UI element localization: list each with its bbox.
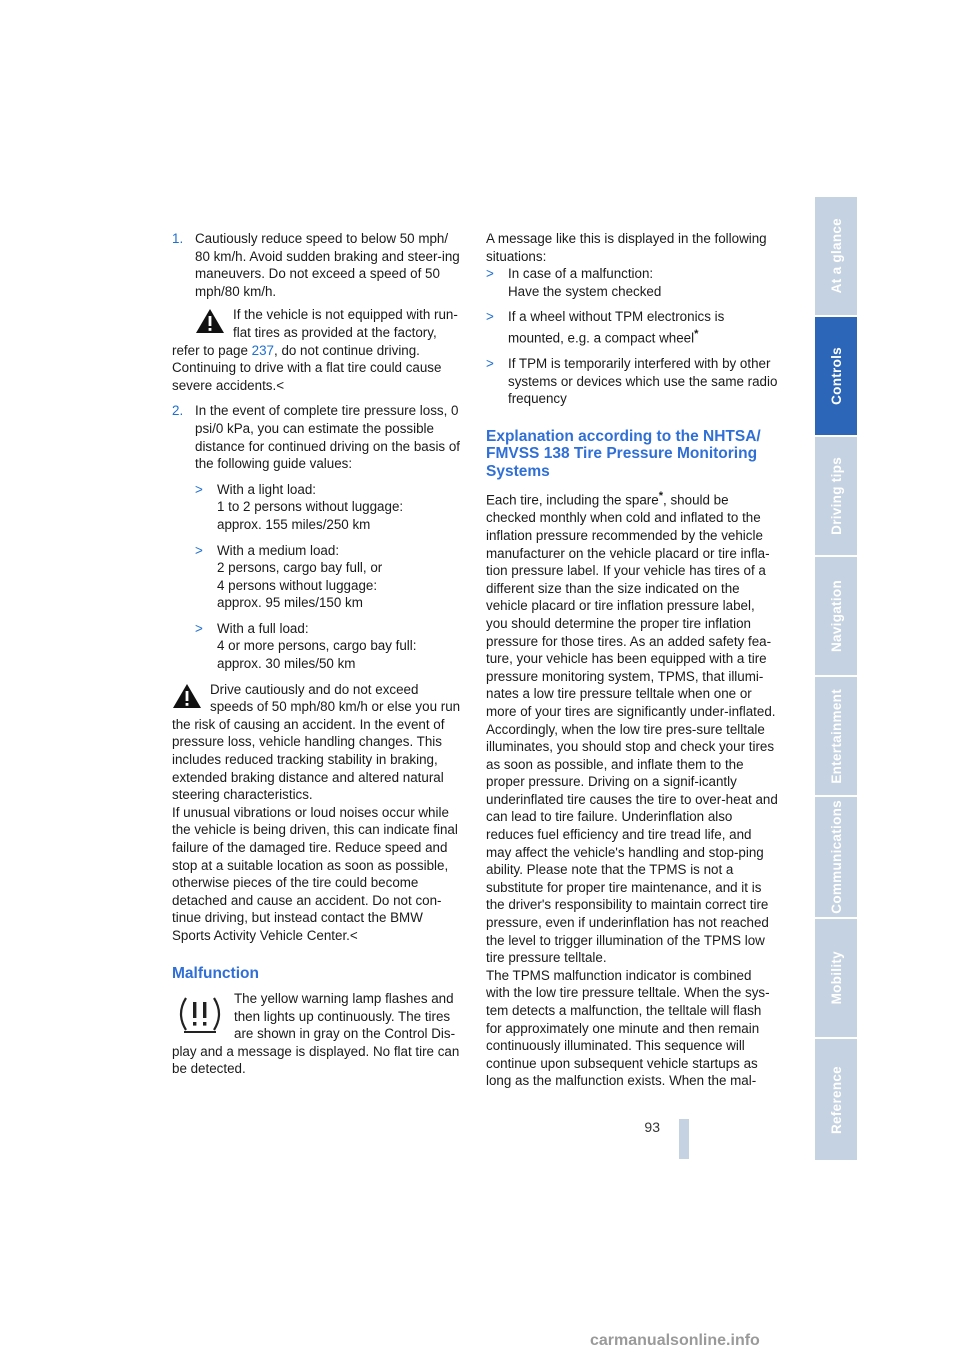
step-text: In the event of complete tire pressure loss, 0 psi/0 kPa, you can estimate the possible distance for continued driving on the basis of the following guide values: [195,403,461,472]
list-item [486,265,778,300]
tab-navigation[interactable]: Navigation [815,557,857,675]
left-column [172,230,464,1078]
page-marker-bar [679,1119,689,1159]
malfunction-section [172,990,464,1078]
page-number: 93 [644,1119,660,1135]
step-2 [172,402,464,672]
warning-text: If the vehicle is not equipped with run-flat tires as provided at the factory, refer to page [172,307,458,358]
warning-note [172,306,464,394]
list-item [195,481,464,534]
tab-driving-tips[interactable]: Driving tips [815,437,857,555]
bullet-line: approx. 95 miles/150 km [217,595,363,611]
bullet-marker: > [195,542,203,558]
bullet-line: 2 persons, cargo bay full, or [217,560,383,576]
list-item [486,308,778,347]
paragraph-text: Each tire, including the spare [486,492,659,508]
malfunction-indicator-paragraph: The TPMS malfunction indicator is combined with the low tire pressure telltale. When the sys-tem detects a malfunction, the telltale will flash for approximately one minute and then remain continuously illuminated. This sequence will continue upon subsequent vehicle startups as long as the malfunction exists. When the mal- [486,967,770,1089]
bullet-line: 4 or more persons, cargo bay full: [217,638,417,654]
bullet-line: With a full load: [217,620,309,636]
tab-mobility[interactable]: Mobility [815,919,857,1037]
step-text: Cautiously reduce speed to below 50 mph/ 80 km/h. Avoid sudden braking and steer-ing maneuvers. Do not exceed a speed of 50 mph/80 km/h. [195,231,460,299]
malfunction-text: The yellow warning lamp flashes and then lights up continuously. The tires are shown in gray on the Control Dis-play and a message is displayed. No flat tire can be detected. [172,991,460,1077]
tire-pressure-warning-lamp-icon [172,994,228,1034]
bullet-text: If a wheel without TPM electronics is mounted, e.g. a compact wheel [508,309,725,346]
tab-reference[interactable]: Reference [815,1039,857,1160]
bullet-line: Have the system checked [508,283,662,299]
tab-communications[interactable]: Communications [815,797,857,917]
warning-text-cont: , do not continue driving. Continuing to drive with a flat tire could cause severe accidents. [172,342,442,393]
step-number: 2. [172,403,184,419]
section-heading: Explanation according to the NHTSA/ FMVSS 138 Tire Pressure Monitoring Systems [486,427,761,480]
malfunction-heading: Malfunction [172,964,259,982]
bullet-line: With a medium load: [217,542,340,558]
option-star: * [694,327,699,340]
watermark: carmanualsonline.info [590,1332,760,1349]
warning-text: Drive cautiously and do not exceed speeds of 50 mph/80 km/h or else you run the risk of causing an accident. In the event of pressure loss, vehicle handling changes. This includes reduced tracking stability in braking, extended braking distance and altered natural steering characteristics. [172,681,461,803]
end-mark: < [349,927,358,943]
bullet-line: With a light load: [217,481,316,497]
paragraph-text-cont: , should be checked monthly when cold and inflated to the inflation pressure recommended by the vehicle manufacturer on the vehicle placard or tire infla-tion pressure label. If your vehicle has tires of a different size than the size indicated on the vehicle placard or tire inflation pressure label, you should determine the proper tire inflation pressure for those tires. As an added safety fea-ture, your vehicle has been equipped with a tire pressure monitoring system, TPMS, that illumi-nates a low tire pressure telltale when one or more of your tires are significantly under-inflated. Accordingly, when the low tire pres-sure telltale illuminates, you should stop and check your tires as soon as possible, and inflate them to the proper pressure. Driving on a signif-icantly underinflated tire causes the tire to over-heat and can lead to tire failure. Underinflation also reduces fuel efficiency and tire tread life, and may affect the vehicle's handling and stop-ping ability. Please note that the TPMS is not a substitute for proper tire maintenance, and it is the driver's responsibility to maintain correct tire pressure, even if underinflation has not reached the level to trigger illumination of the TPMS low tire pressure telltale. [486,492,778,966]
bullet-text: If TPM is temporarily interfered with by other systems or devices which use the same radio frequency [508,356,778,407]
tab-controls[interactable]: Controls [815,317,857,435]
bullet-line: 4 persons without luggage: [217,577,378,593]
bullet-marker: > [486,266,494,282]
step-1 [172,230,464,394]
list-item [486,355,778,408]
bullet-line: approx. 30 miles/50 km [217,656,356,672]
warning-triangle-icon [195,308,225,334]
tab-at-a-glance[interactable]: At a glance [815,197,857,315]
tab-entertainment[interactable]: Entertainment [815,677,857,795]
right-column [486,230,778,1090]
end-mark: < [276,377,285,393]
bullet-line: approx. 155 miles/250 km [217,516,371,532]
list-item [195,620,464,673]
bullet-line: In case of a malfunction: [508,266,654,282]
bullet-marker: > [486,356,494,372]
list-item [195,542,464,612]
page-link-237[interactable]: 237 [251,342,274,358]
intro-text: A message like this is displayed in the following situations: [486,231,767,264]
bullet-marker: > [486,309,494,325]
bullet-marker: > [195,481,203,497]
explanation-paragraph [486,488,778,967]
bullet-marker: > [195,620,203,636]
warning-triangle-icon [172,683,202,709]
warning-text-cont: If unusual vibrations or loud noises occur while the vehicle is being driven, this can indicate final failure of the damaged tire. Reduce speed and stop at a suitable location as soon as possible, otherwise pieces of the tire could become detached and cause an accident. Do not con-tinue driving, but instead contact the BMW Sports Activity Vehicle Center. [172,804,458,943]
option-star: * [658,490,664,503]
step-number: 1. [172,231,184,246]
bullet-line: 1 to 2 persons without luggage: [217,499,404,515]
warning-note-2 [172,681,464,945]
